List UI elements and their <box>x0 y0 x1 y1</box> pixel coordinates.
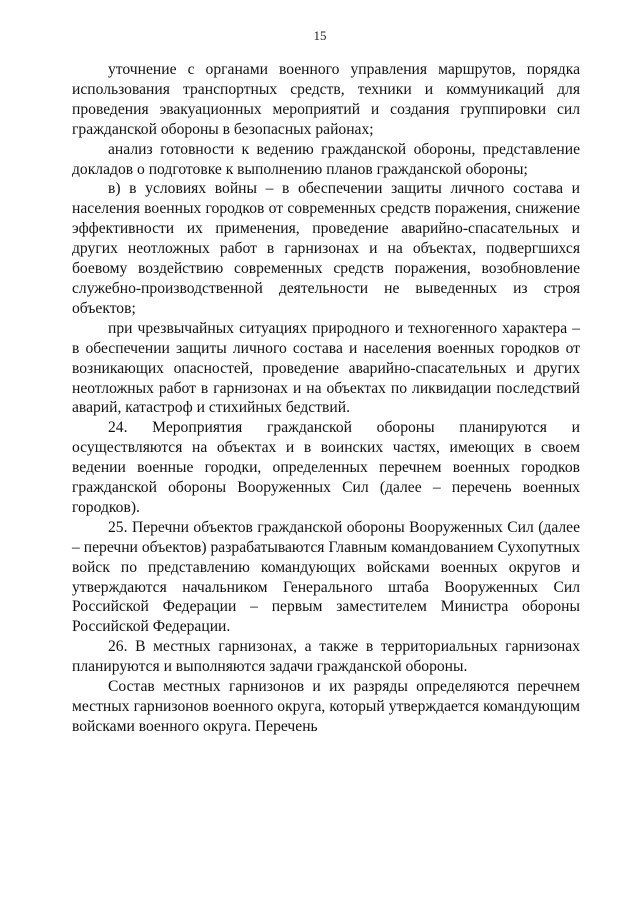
paragraph-clause-26: 26. В местных гарнизонах, а также в территориальных гарнизонах планируются и выполняются задачи гражданской обороны. <box>72 638 580 676</box>
paragraph-garrison-composition: Состав местных гарнизонов и их разряды определяются перечнем местных гарнизонов военного округа, который утверждается командующим войсками военного округа. Перечень <box>72 678 580 735</box>
paragraph-readiness-analysis: анализ готовности к ведению гражданской обороны, представление докладов о подготовке к выполнению планов гражданской обороны; <box>72 140 580 178</box>
paragraph-evacuation-routes: уточнение с органами военного управления маршрутов, порядка использования транспортных средств, техники и коммуникаций для проведения эвакуационных мероприятий и создания группировки сил гражданской обороны в безопасных районах; <box>72 61 580 138</box>
paragraph-clause-24: 24. Мероприятия гражданской обороны планируются и осуществляются на объектах и в воинских частях, имеющих в своем ведении военные городки, определенных перечнем военных городков гражданской обороны Вооруженных Сил (далее – перечень военных городков). <box>72 419 580 516</box>
page-number: 15 <box>313 28 327 43</box>
paragraph-clause-25: 25. Перечни объектов гражданской обороны Вооруженных Сил (далее – перечни объектов) разрабатываются Главным командованием Сухопутных войск по представлению командующих войсками военных округов и утверждаются начальником Генерального штаба Вооруженных Сил Российской Федерации – первым заместителем Министра обороны Российской Федерации. <box>72 518 580 636</box>
paragraph-wartime-tasks: в) в условиях войны – в обеспечении защиты личного состава и населения военных городков от современных средств поражения, снижение эффективности их применения, проведение аварийно-спасательных и других неотложных работ в гарнизонах и на объектах, подвергшихся боевому воздействию современных средств поражения, возобновление служебно-производственной деятельности не выведенных из строя объектов; <box>72 180 580 317</box>
paragraph-emergency-tasks: при чрезвычайных ситуациях природного и техногенного характера – в обеспечении защиты личного состава и населения военных городков от возникающих опасностей, проведение аварийно-спасательных и других неотложных работ в гарнизонах и на объектах по ликвидации последствий аварий, катастроф и стихийных бедствий. <box>72 319 580 417</box>
document-body <box>72 60 580 737</box>
